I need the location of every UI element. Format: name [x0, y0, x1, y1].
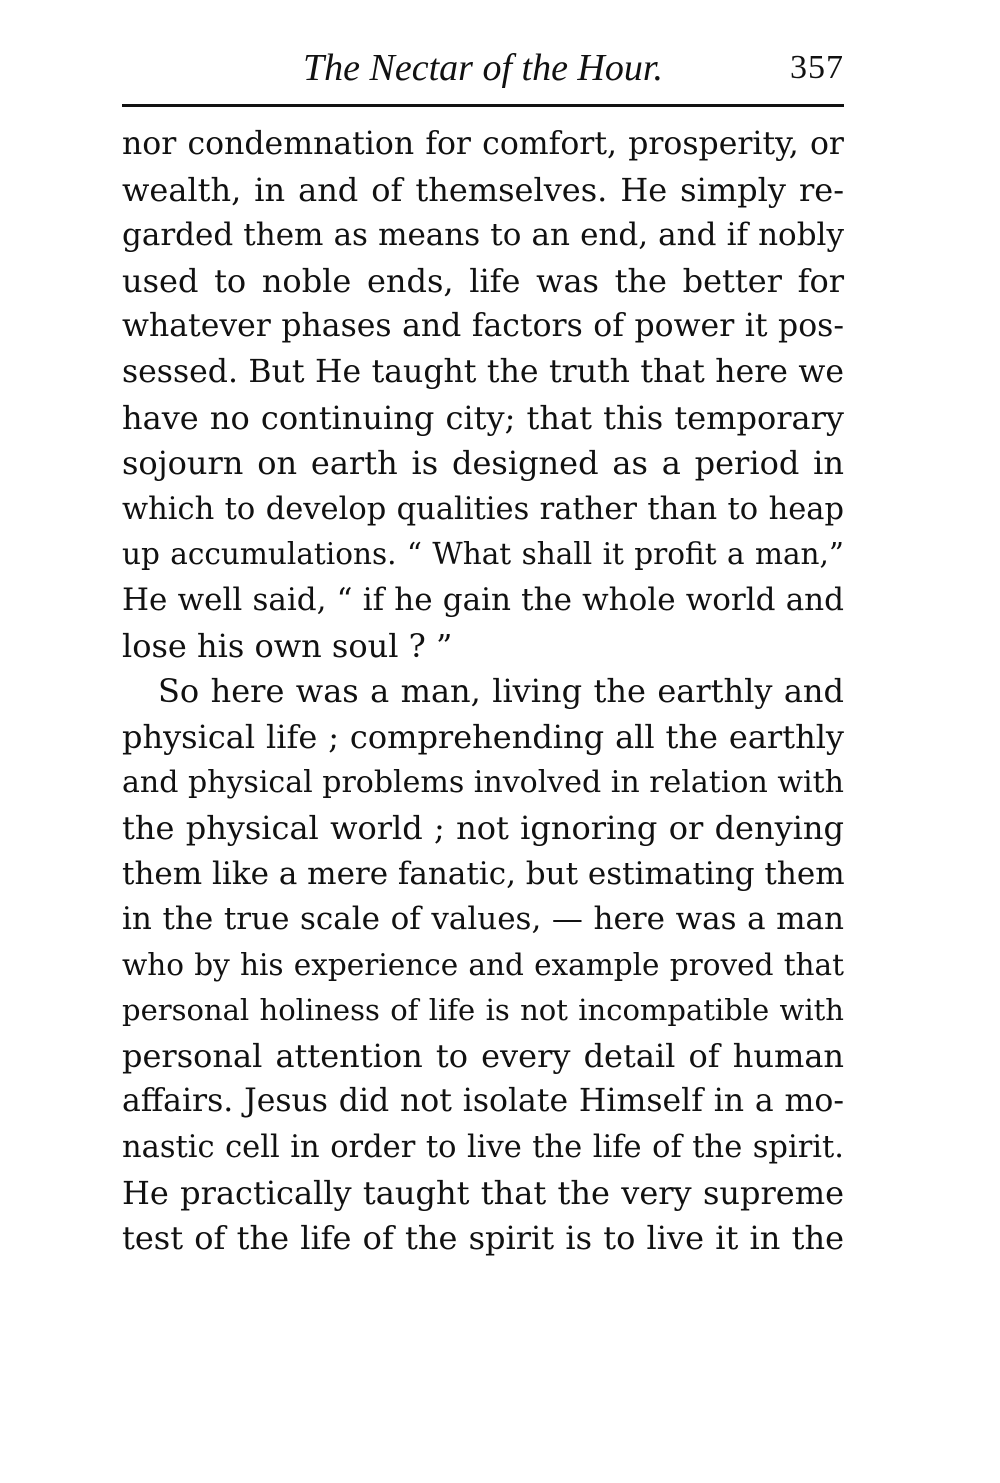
text-line: physical life ; comprehending all the earthly [122, 717, 844, 756]
text-line: in the true scale of values, — here was a man [122, 901, 844, 938]
text-line: personal holiness of life is not incompatible with [122, 993, 844, 1028]
text-line: lose his own soul ? ” [122, 626, 453, 665]
paragraph-2 [122, 669, 844, 1262]
text-line: which to develop qualities rather than to heap [122, 491, 844, 527]
text-line: garded them as means to an end, and if nobly [122, 217, 844, 254]
text-line: He practically taught that the very supreme [122, 1173, 844, 1212]
text-line: He well said, “ if he gain the whole world and [122, 581, 844, 618]
header-rule [122, 104, 844, 107]
text-line: affairs. Jesus did not isolate Himself in a mo- [122, 1083, 844, 1120]
page-number: 357 [790, 49, 844, 86]
text-line: have no continuing city; that this temporary [122, 398, 844, 437]
text-line: test of the life of the spirit is to live it in the [122, 1219, 844, 1258]
text-line: who by his experience and example proved that [122, 947, 844, 982]
body-text [122, 122, 844, 1262]
text-line: So here was a man, living the earthly and [158, 672, 844, 711]
text-line: and physical problems involved in relation with [122, 765, 844, 801]
text-line: nastic cell in order to live the life of the spirit. [122, 1130, 844, 1166]
text-line: up accumulations. “ What shall it profit a man,” [122, 537, 844, 572]
text-line: sessed. But He taught the truth that here we [122, 353, 844, 390]
running-title: The Nectar of the Hour. [303, 47, 663, 89]
text-line: nor condemnation for comfort, prosperity, or [122, 126, 844, 162]
running-head [122, 40, 844, 96]
text-line: used to noble ends, life was the better for [122, 261, 844, 300]
paragraph-1 [122, 122, 844, 669]
text-line: sojourn on earth is designed as a period in [122, 444, 844, 483]
text-line: them like a mere fanatic, but estimating them [122, 855, 845, 892]
text-line: wealth, in and of themselves. He simply re- [122, 170, 844, 209]
text-line: personal attention to every detail of human [122, 1036, 844, 1075]
text-line: the physical world ; not ignoring or denying [122, 808, 844, 847]
text-line: whatever phases and factors of power it pos- [122, 308, 844, 345]
